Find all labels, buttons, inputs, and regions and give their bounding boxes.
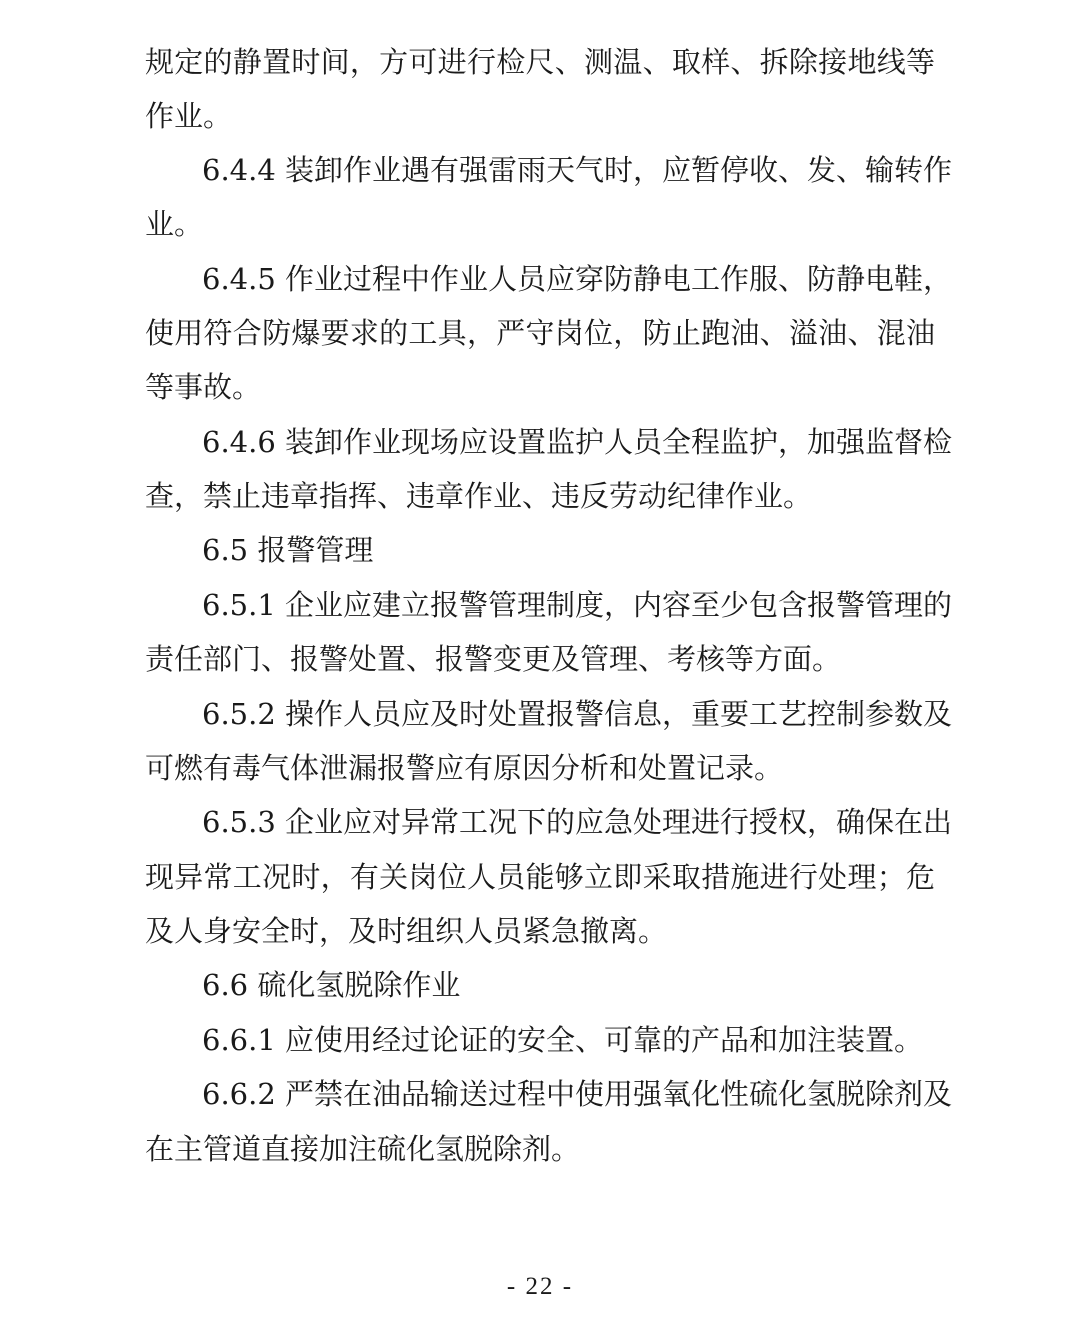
clause-6-5-2: 6.5.2 操作人员应及时处置报警信息，重要工艺控制参数及 [202, 697, 953, 731]
text-line: 可燃有毒气体泄漏报警应有原因分析和处置记录。 [145, 751, 784, 785]
clause-6-4-4: 6.4.4 装卸作业遇有强雷雨天气时，应暂停收、发、输转作 [202, 153, 953, 187]
text-line: 使用符合防爆要求的工具，严守岗位，防止跑油、溢油、混油 [145, 316, 935, 350]
text-line: 等事故。 [145, 370, 262, 404]
clause-6-4-6: 6.4.6 装卸作业现场应设置监护人员全程监护，加强监督检 [202, 425, 953, 459]
text-line: 查，禁止违章指挥、违章作业、违反劳动纪律作业。 [145, 479, 813, 513]
clause-6-5-1: 6.5.1 企业应建立报警管理制度，内容至少包含报警管理的 [202, 588, 953, 622]
text-line: 及人身安全时，及时组织人员紧急撤离。 [145, 914, 668, 948]
clause-6-4-5: 6.4.5 作业过程中作业人员应穿防静电工作服、防静电鞋， [202, 262, 953, 296]
text-line: 现异常工况时，有关岗位人员能够立即采取措施进行处理；危 [145, 860, 935, 894]
text-line: 业。 [145, 207, 204, 241]
section-heading-6-6: 6.6 硫化氢脱除作业 [202, 968, 461, 1002]
page-number: - 22 - [506, 1273, 574, 1300]
section-heading-6-5: 6.5 报警管理 [202, 533, 374, 567]
clause-6-6-2: 6.6.2 严禁在油品输送过程中使用强氧化性硫化氢脱除剂及 [202, 1077, 953, 1111]
text-line: 规定的静置时间，方可进行检尺、测温、取样、拆除接地线等 [145, 45, 935, 79]
text-line: 在主管道直接加注硫化氢脱除剂。 [145, 1132, 581, 1166]
text-line: 作业。 [145, 99, 233, 133]
clause-6-6-1: 6.6.1 应使用经过论证的安全、可靠的产品和加注装置。 [202, 1023, 924, 1057]
clause-6-5-3: 6.5.3 企业应对异常工况下的应急处理进行授权，确保在出 [202, 805, 953, 839]
text-line: 责任部门、报警处置、报警变更及管理、考核等方面。 [145, 642, 842, 676]
